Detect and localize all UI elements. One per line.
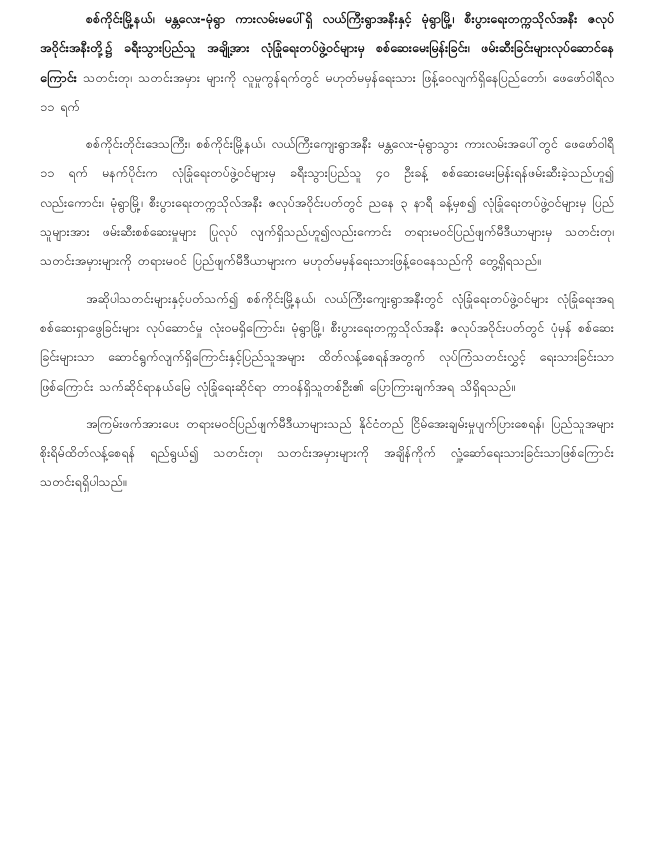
intro-paragraph bbox=[40, 4, 614, 121]
document-page bbox=[40, 4, 614, 497]
intro-text: သတင်းတု၊ သတင်းအမှား များကို လူမှုကွန်ရက်တွင် မဟုတ်မမှန်ရေးသား ဖြန့်ဝေလျက်ရှိနေပြည်တော်၊ ဖေဖော်ဝါရီလ ၁၁ ရက် bbox=[40, 69, 614, 114]
body-paragraph-3: အကြမ်းဖက်အားပေး တရားမဝင်ပြည်ဖျက်မီဒီယာများသည် နိုင်ငံတည် ငြိမ်အေးချမ်းမှုပျက်ပြားစေရန်၊ ပြည်သူအများ စိုးရိမ်ထိတ်လန့်စေရန် ရည်ရွယ်၍ သတင်းတု၊ သတင်းအမှားများကို အချိန်ကိုက် လှုံ့ဆော်ရေးသားခြင်းသာဖြစ်ကြောင်း သတင်းရရှိပါသည်။ bbox=[40, 415, 614, 490]
body-paragraph-2: အဆိုပါသတင်းများနှင့်ပတ်သက်၍ စစ်ကိုင်းမြို့နယ်၊ လယ်ကြီးကျေးရွာအနီးတွင် လုံခြုံရေးတပ်ဖွဲ့ဝင်များ လုံခြုံရေးအရ စစ်ဆေးရှာဖွေခြင်းများ လုပ်ဆောင်မှု လုံးဝမရှိကြောင်း၊ မုံရွာမြို့၊ စီးပွားရေးတက္ကသိုလ်အနီး ဇလုပ်အဝိုင်းပတ်တွင် ပုံမှန် စစ်ဆေးခြင်းများသာ ဆောင်ရွက်လျက်ရှိကြောင်းနှင့်ပြည်သူအများ ထိတ်လန့်စေရန်အတွက် လုပ်ကြံသတင်းလွှင့် ရေးသားခြင်းသာဖြစ်ကြောင်း သက်ဆိုင်ရာနယ်မြေ လုံခြုံရေးဆိုင်ရာ တာဝန်ရှိသူတစ်ဦး၏ ပြောကြားချက်အရ သိရှိရသည်။ bbox=[40, 290, 614, 394]
headline-text: စစ်ကိုင်းမြို့နယ်၊ မန္တလေး-မုံရွာ ကားလမ်းမပေါ်ရှိ လယ်ကြီးရွာအနီးနှင့် မုံရွာမြို့၊ စီးပွားရေးတက္ကသိုလ်အနီး ဇလုပ်အဝိုင်းအနီးတို့၌ ခရီးသွားပြည်သူ အချို့အား လုံခြုံရေးတပ်ဖွဲ့ဝင်များမှ စစ်ဆေးမေးမြန်းခြင်း၊ ဖမ်းဆီးခြင်းများလုပ်ဆောင်နေကြောင်း bbox=[40, 11, 614, 85]
body-paragraph-1: စစ်ကိုင်းတိုင်းဒေသကြီး၊ စစ်ကိုင်းမြို့နယ်၊ လယ်ကြီးကျေးရွာအနီး မန္တလေး-မုံရွာသွား ကားလမ်းအပေါ်တွင် ဖေဖော်ဝါရီ ၁၁ ရက် မနက်ပိုင်းက လုံခြုံရေးတပ်ဖွဲ့ဝင်များမှ ခရီးသွားပြည်သူ ၄၀ ဦးခန့် စစ်ဆေးမေးမြန်းရန်ဖမ်းဆီးခဲ့သည်ဟူ၍ လည်းကောင်း၊ မုံရွာမြို့၊ စီးပွားရေးတက္ကသိုလ်အနီး ဇလုပ်အဝိုင်းပတ်တွင် ညနေ ၃ နာရီ ခန့်မှစ၍ လုံခြုံရေးတပ်ဖွဲ့ဝင်များမှ ပြည်သူများအား ဖမ်းဆီးစစ်ဆေးမှုများ ပြုလုပ် လျက်ရှိသည်ဟူ၍လည်းကောင်း တရားမဝင်ပြည်ဖျက်မီဒီယာများမှ သတင်းတု၊ သတင်းအမှားများကို တရားမဝင် ပြည်ဖျက်မီဒီယာများက မဟုတ်မမှန်ရေးသားဖြန့်ဝေနေသည်ကို တွေ့ရှိရသည်။ bbox=[40, 136, 614, 269]
